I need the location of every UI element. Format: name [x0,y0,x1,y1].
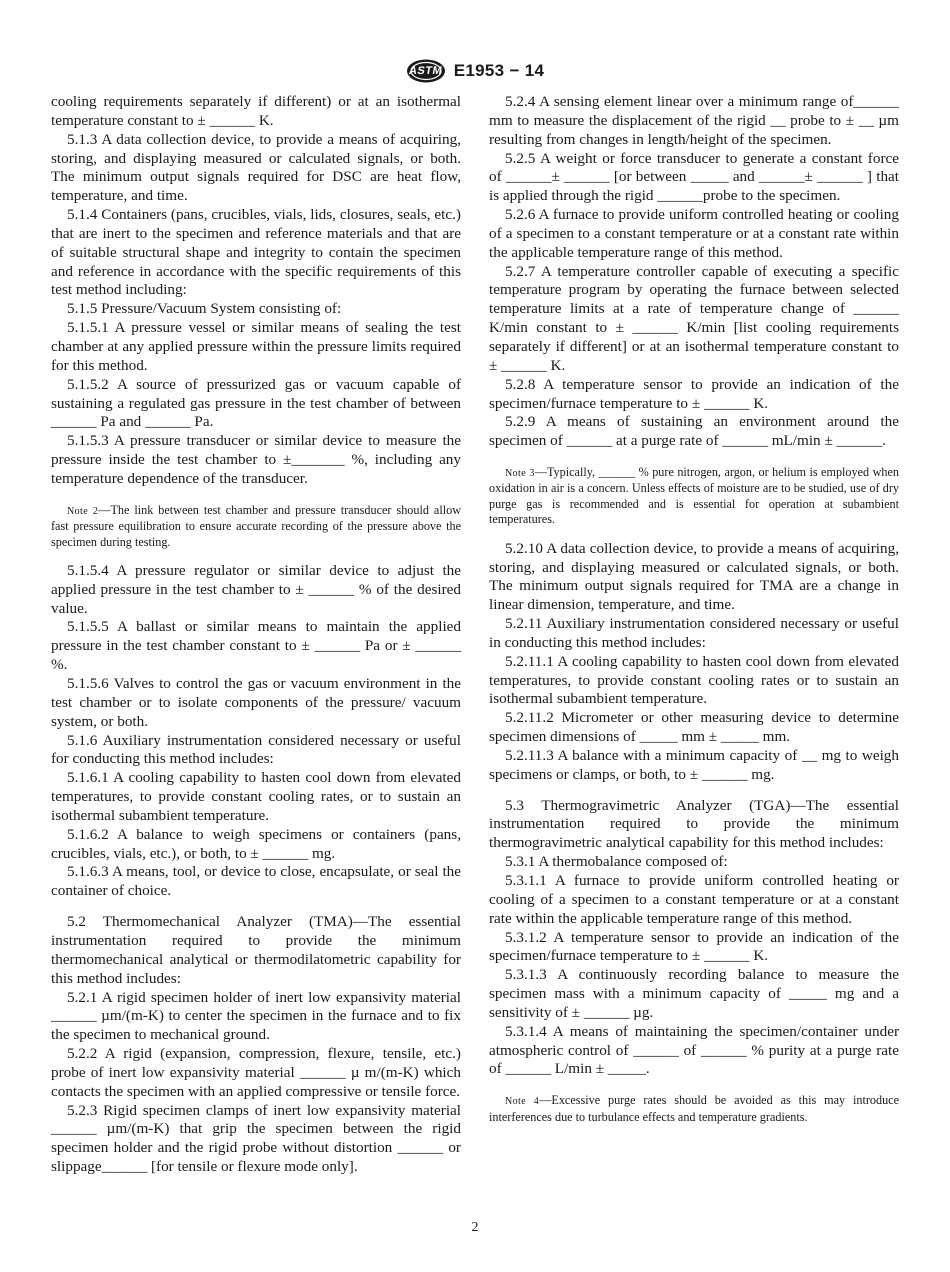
document-id: E1953 − 14 [453,61,545,80]
paragraph: 5.1.3 A data collection device, to provide a means of acquiring, storing, and displaying measured or calculated signals, or both. The minimum output signals required for DSC are heat flow, temperature, and time. [51,130,461,205]
paragraph: cooling requirements separately if different) or at an isothermal temperature constant to ± ______ K. [51,93,461,129]
note-label: Note 4 [505,1096,540,1108]
paragraph: 5.1.5.1 A pressure vessel or similar means of sealing the test chamber at any applied pressure within the pressure limits required for this method. [51,319,461,374]
paragraph: 5.3.1.2 A temperature sensor to provide an indication of the specimen/furnace temperature to ± ______ K. [489,928,899,965]
paragraph: 5.3 Thermogravimetric Analyzer (TGA)—The essential instrumentation required to provide the minimum thermogravimetric analytical capability for this method includes: [489,796,899,852]
note-4 [489,1093,899,1125]
paragraph: 5.1.6.1 A cooling capability to hasten cool down from elevated temperatures, to provide constant cooling rates, or to sustain an isothermal subambient temperature. [51,769,461,824]
paragraph: 5.2.2 A rigid (expansion, compression, flexure, tensile, etc.) probe of inert low expansivity material ______ µ m/(m-K) which contacts the specimen with an applied compressive or tensile force. [51,1045,461,1100]
paragraph: 5.1.4 Containers (pans, crucibles, vials, lids, closures, seals, etc.) that are inert to the specimen and reference materials and that are of suitable structural shape and integrity to contain the specimen and reference in accordance with the specific requirements of this test method including: [51,206,461,299]
paragraph: 5.2.11 Auxiliary instrumentation considered necessary or useful in conducting this method includes: [489,615,899,651]
note-label: Note 3 [505,468,535,480]
right-column [489,93,899,1137]
paragraph: 5.1.5.6 Valves to control the gas or vacuum environment in the test chamber or to isolate components of the pressure/ vacuum system, or both. [51,675,461,730]
paragraph: 5.2.6 A furnace to provide uniform controlled heating or cooling of a specimen to a constant temperature or at a constant rate within the applicable temperature range of this method. [489,206,899,261]
astm-logo [406,59,446,83]
paragraph: 5.1.6.2 A balance to weigh specimens or containers (pans, crucibles, vials, etc.), or both, to ± ______ mg. [51,825,461,862]
paragraph: 5.1.5.3 A pressure transducer or similar device to measure the pressure inside the test chamber to ±_______ %, including any temperature dependence of the transducer. [51,432,461,487]
paragraph: 5.1.5.2 A source of pressurized gas or vacuum capable of sustaining a regulated gas pressure in the test chamber of between ______ Pa and ______ Pa. [51,375,461,431]
paragraph: 5.3.1.1 A furnace to provide uniform controlled heating or cooling of a specimen to a constant temperature or at a constant rate within the applicable temperature range of this method. [489,872,899,927]
paragraph: 5.2.1 A rigid specimen holder of inert low expansivity material ______ µm/(m-K) to center the specimen in the furnace and to fix the specimen to mechanical ground. [51,988,461,1044]
paragraph: 5.2.11.3 A balance with a minimum capacity of __ mg to weigh specimens or clamps, or both, to ± ______ mg. [489,746,899,783]
paragraph: 5.2.7 A temperature controller capable of executing a specific temperature program by operating the furnace between selected temperature limits at a rate of temperature change of ______ K/min constant to ± ______ K/min [list cooling requirements separately if different] or at an isothermal temperature constant to ± ______ K. [489,262,899,374]
paragraph: 5.1.5.5 A ballast or similar means to maintain the applied pressure in the test chamber constant to ± ______ Pa or ± ______ %. [51,618,461,674]
paragraph: 5.1.5 Pressure/Vacuum System consisting of: [67,300,342,318]
note-text: —Typically, ______ % pure nitrogen, argon, or helium is employed when oxidation in air is a concern. Unless effects of moisture are to be studied, use of dry purge gas is recommended and is essential for operation at subambient temperatures. [489,465,899,527]
paragraph: 5.1.6 Auxiliary instrumentation considered necessary or useful for conducting this method includes: [51,731,461,768]
paragraph: 5.1.6.3 A means, tool, or device to close, encapsulate, or seal the container of choice. [51,863,461,900]
note-2 [51,503,461,550]
left-column [51,93,461,1177]
paragraph: 5.2.11.1 A cooling capability to hasten cool down from elevated temperatures, to provide constant cooling rates or to sustain an isothermal subambient temperature. [489,652,899,708]
paragraph: 5.2 Thermomechanical Analyzer (TMA)—The essential instrumentation required to provide the minimum thermomechanical analytical or thermodilatometric capability for this method includes: [51,913,461,987]
note-text: —The link between test chamber and pressure transducer should allow fast pressure equilibration to ensure accurate recording of the pressure above the specimen during testing. [51,502,461,549]
paragraph: 5.2.11.2 Micrometer or other measuring device to determine specimen dimensions of _____ mm ± _____ mm. [489,709,899,746]
page-header [0,56,950,86]
paragraph: 5.3.1.3 A continuously recording balance to measure the specimen mass with a minimum capacity of _____ mg and a sensitivity of ± ______ µg. [489,966,899,1021]
logo-text: ASTM [408,65,444,77]
paragraph: 5.2.4 A sensing element linear over a minimum range of______ mm to measure the displacement of the rigid __ probe to ± __ µm resulting from changes in length/height of the specimen. [489,93,899,148]
note-3 [489,465,899,528]
page-number: 2 [471,1220,479,1235]
note-label: Note 2 [67,505,99,517]
paragraph: 5.2.5 A weight or force transducer to generate a constant force of ______± ______ [or between _____ and ______± ______ ] that is applied through the rigid ______probe to the specimen. [489,149,899,205]
paragraph: 5.2.10 A data collection device, to provide a means of acquiring, storing, and displaying measured or calculated signals, or both. The minimum output signals required for TMA are a change in linear dimension, temperature, and time. [489,539,899,614]
paragraph: 5.2.9 A means of sustaining an environment around the specimen of ______ at a purge rate of ______ mL/min ± ______. [489,413,899,450]
paragraph: 5.2.8 A temperature sensor to provide an indication of the specimen/furnace temperature to ± ______ K. [489,375,899,412]
paragraph: 5.3.1.4 A means of maintaining the specimen/container under atmospheric control of ______ of ______ % purity at a purge rate of ______ L/min ± _____. [489,1022,899,1078]
paragraph: 5.2.3 Rigid specimen clamps of inert low expansivity material ______ µm/(m-K) that grip the specimen between the rigid specimen holder and the rigid probe without distortion ______ or slippage______ [for tensile or flexure mode only]. [51,1101,461,1176]
paragraph: 5.1.5.4 A pressure regulator or similar device to adjust the applied pressure in the test chamber to ± ______ % of the desired value. [51,561,461,617]
paragraph: 5.3.1 A thermobalance composed of: [505,853,728,871]
note-text: —Excessive purge rates should be avoided as this may introduce interferences due to turbulance effects and temperature gradients. [489,1093,899,1124]
